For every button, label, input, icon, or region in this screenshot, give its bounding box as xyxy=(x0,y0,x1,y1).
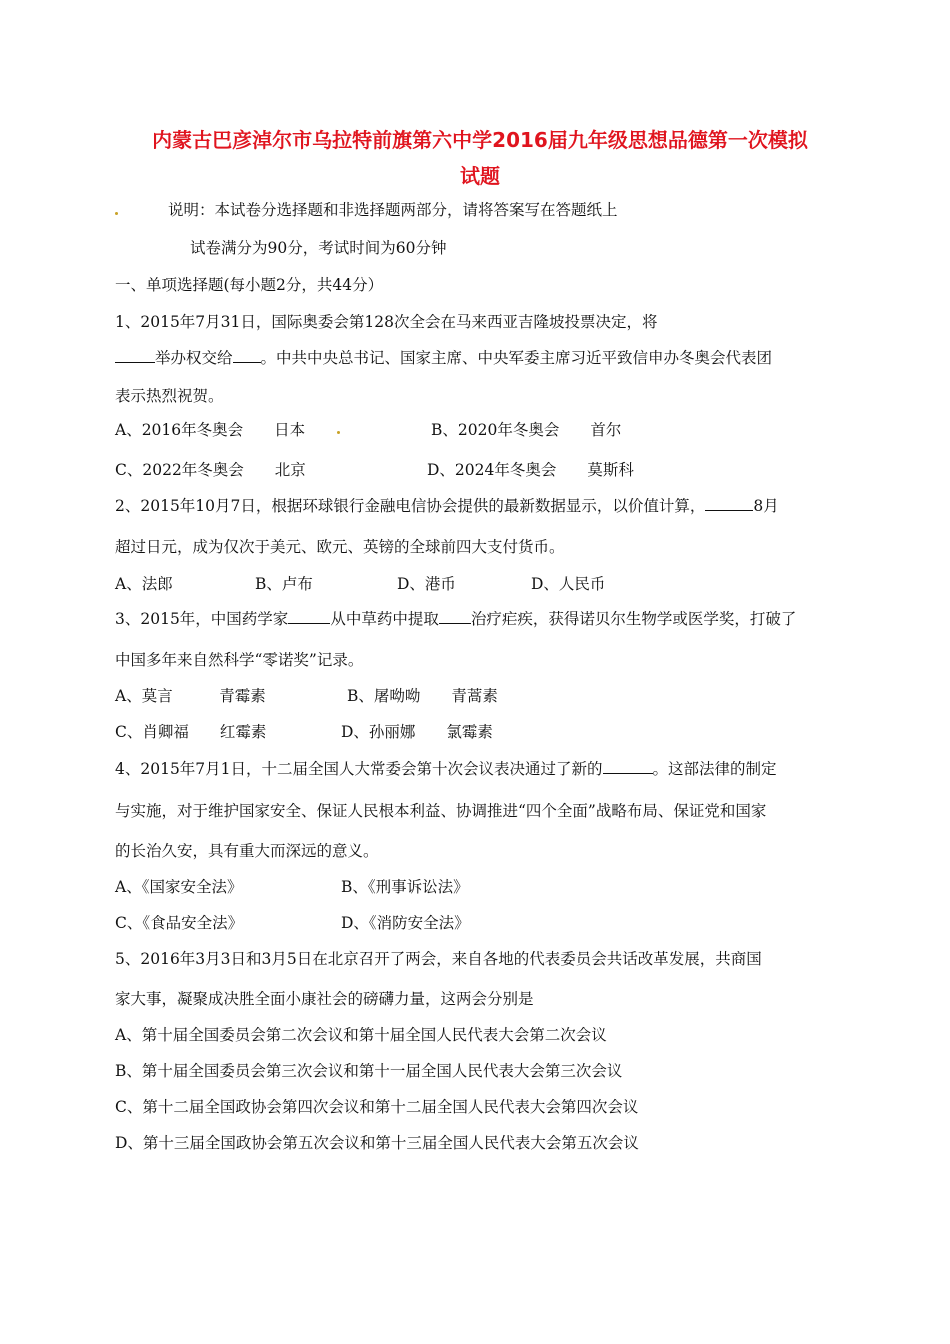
q5-option-b: B、第十届全国委员会第三次会议和第十一届全国人民代表大会第三次会议 xyxy=(115,1062,623,1080)
q3-option-c: C、肖卿福 红霉素 xyxy=(115,723,267,741)
q2-stem-line1: 2、2015年10月7日，根据环球银行金融电信协会提供的最新数据显示，以价值计算， 8月 xyxy=(115,497,779,515)
answer-blank xyxy=(115,348,155,363)
q2-option-d: D、人民币 xyxy=(531,575,606,593)
answer-blank xyxy=(288,609,330,624)
q5-option-a: A、第十届全国委员会第二次会议和第十届全国人民代表大会第二次会议 xyxy=(115,1026,607,1044)
q2-stem-line2: 超过日元，成为仅次于美元、欧元、英镑的全球前四大支付货币。 xyxy=(115,538,565,556)
q1-stem-line2: 举办权交给 。中共中央总书记、国家主席、中央军委主席习近平致信申办冬奥会代表团 xyxy=(115,346,772,368)
q4-stem-line3: 的长治久安，具有重大而深远的意义。 xyxy=(115,842,379,860)
q3-option-d: D、孙丽娜 氯霉素 xyxy=(341,723,493,741)
answer-blank xyxy=(705,496,753,511)
answer-blank xyxy=(439,609,471,624)
q3-stem-line1: 3、2015年，中国药学家 从中草药中提取 治疗疟疾，获得诺贝尔生物学或医学奖，打破了 xyxy=(115,610,797,628)
section-heading: 一、单项选择题(每小题2分，共44分） xyxy=(115,276,384,294)
q2-option-c: D、港币 xyxy=(397,575,456,593)
exam-title-line2: 试题 xyxy=(460,164,500,188)
answer-blank xyxy=(603,759,653,774)
q4-option-d: D、《消防安全法》 xyxy=(341,914,470,932)
q3-option-a: A、莫言 青霉素 xyxy=(115,687,266,705)
answer-blank xyxy=(233,348,261,363)
q1-option-a: A、2016年冬奥会 日本 xyxy=(115,421,306,439)
q1-stem-line1: 1、2015年7月31日，国际奥委会第128次全会在马来西亚吉隆坡投票决定，将 xyxy=(115,313,658,331)
instructions-note-2: 试卷满分为90分，考试时间为60分钟 xyxy=(190,239,447,257)
q4-option-a: A、《国家安全法》 xyxy=(115,878,243,896)
q2-option-b: B、卢布 xyxy=(255,575,313,593)
q1-option-d: D、2024年冬奥会 莫斯科 xyxy=(427,461,634,479)
q4-option-c: C、《食品安全法》 xyxy=(115,914,244,932)
q1-stem-line3: 表示热烈祝贺。 xyxy=(115,387,224,405)
instructions-note-1: 说明：本试卷分选择题和非选择题两部分，请将答案写在答题纸上 xyxy=(168,201,618,219)
q1-option-b: B、2020年冬奥会 首尔 xyxy=(431,421,622,439)
q4-option-b: B、《刑事诉讼法》 xyxy=(341,878,469,896)
q4-stem-line1: 4、2015年7月1日，十二届全国人大常委会第十次会议表决通过了新的 。这部法律的制定 xyxy=(115,760,777,778)
decorative-dot xyxy=(337,431,340,434)
q5-stem-line2: 家大事，凝聚成决胜全面小康社会的磅礴力量，这两会分别是 xyxy=(115,990,534,1008)
q5-stem-line1: 5、2016年3月3日和3月5日在北京召开了两会，来自各地的代表委员会共话改革发展，共商国 xyxy=(115,950,762,968)
decorative-dot xyxy=(115,212,118,215)
q3-stem-line2: 中国多年来自然科学“零诺奖”记录。 xyxy=(115,651,364,669)
q3-option-b: B、屠呦呦 青蒿素 xyxy=(347,687,498,705)
q4-stem-line2: 与实施，对于维护国家安全、保证人民根本利益、协调推进“四个全面”战略布局、保证党和国家 xyxy=(115,802,767,820)
q1-option-c: C、2022年冬奥会 北京 xyxy=(115,461,306,479)
q2-option-a: A、法郎 xyxy=(115,575,173,593)
q5-option-c: C、第十二届全国政协会第四次会议和第十二届全国人民代表大会第四次会议 xyxy=(115,1098,639,1116)
exam-title-line1: 内蒙古巴彦淖尔市乌拉特前旗第六中学2016届九年级思想品德第一次模拟 xyxy=(152,128,808,152)
q5-option-d: D、第十三届全国政协会第五次会议和第十三届全国人民代表大会第五次会议 xyxy=(115,1134,639,1152)
